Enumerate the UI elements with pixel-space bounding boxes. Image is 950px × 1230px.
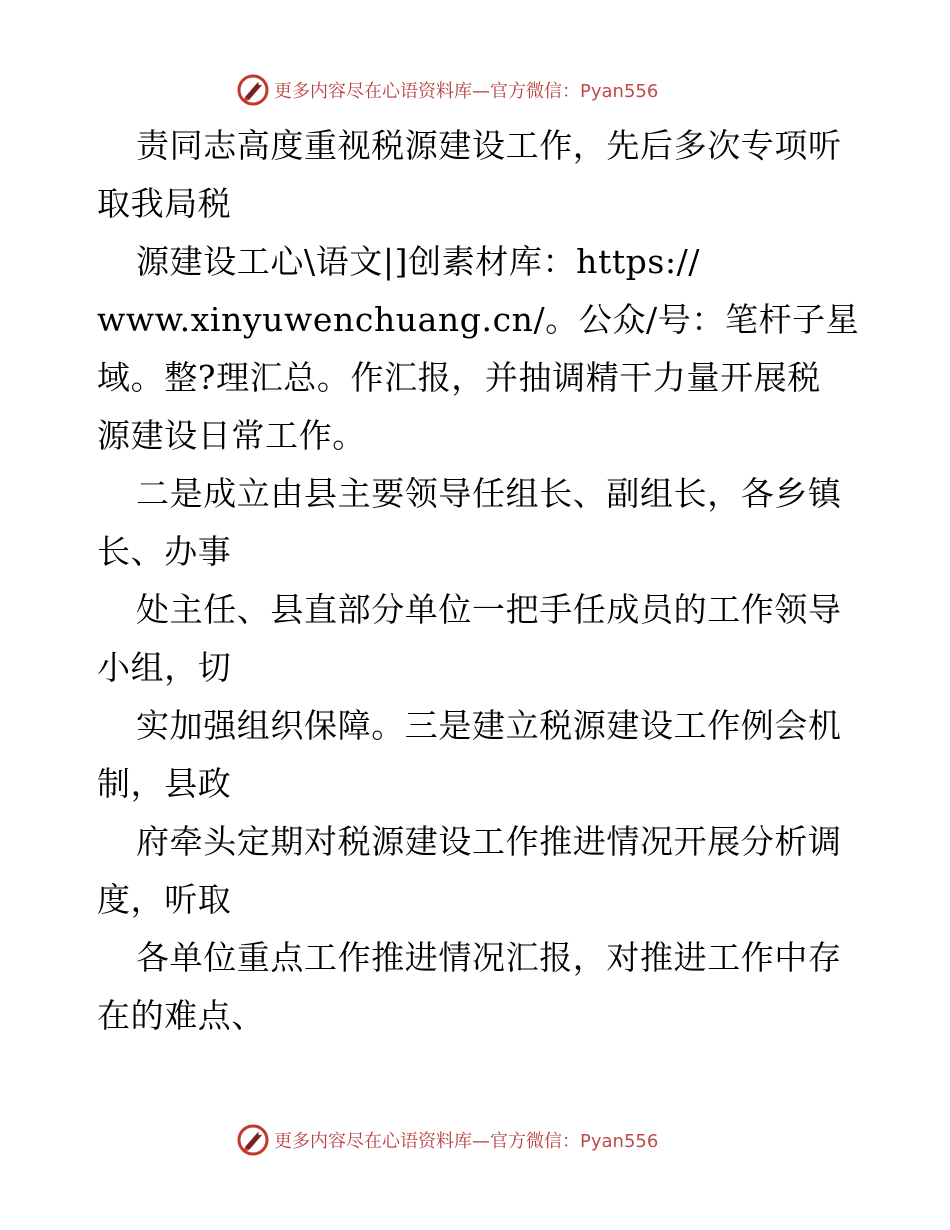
text-line-6: 源建设日常工作。 [97, 416, 366, 455]
text-line-11: 实加强组织保障。三是建立税源建设工作例会机 [136, 706, 842, 745]
text-line-7: 二是成立由县主要领导任组长、副组长，各乡镇 [136, 474, 842, 513]
footer-wechat-label: 官方微信： [490, 1131, 580, 1152]
footer-wechat-id: Pyan556 [580, 1131, 659, 1152]
footer-text: 更多内容尽在心语资料库 [274, 1131, 472, 1152]
text-line-4: www.xinyuwenchuang.cn/。公众/号：笔杆子星 [97, 300, 860, 339]
pen-logo-icon [236, 73, 270, 107]
header-wechat-label: 官方微信： [490, 81, 580, 102]
text-line-10: 小组，切 [97, 648, 232, 687]
text-line-8: 长、办事 [97, 532, 232, 571]
document-body [97, 117, 860, 1045]
text-line-3: 源建设工心\语文|]创素材库：https:// [136, 242, 701, 281]
header-wechat-id: Pyan556 [580, 81, 659, 102]
text-line-12: 制，县政 [97, 764, 232, 803]
text-line-2: 取我局税 [97, 184, 232, 223]
pen-logo-icon [236, 1123, 270, 1157]
header-banner-text [274, 77, 658, 103]
footer-dash: — [472, 1131, 490, 1152]
footer-banner [236, 1123, 658, 1157]
text-line-1: 责同志高度重视税源建设工作，先后多次专项听 [136, 126, 842, 165]
text-line-13: 府牵头定期对税源建设工作推进情况开展分析调 [136, 822, 842, 861]
footer-banner-text [274, 1127, 658, 1153]
text-line-5: 域。整?理汇总。作汇报，并抽调精干力量开展税 [97, 358, 821, 397]
header-text: 更多内容尽在心语资料库 [274, 81, 472, 102]
header-dash: — [472, 81, 490, 102]
text-line-16: 在的难点、 [97, 996, 265, 1035]
text-line-9: 处主任、县直部分单位一把手任成员的工作领导 [136, 590, 842, 629]
text-line-14: 度，听取 [97, 880, 232, 919]
header-banner [236, 73, 658, 107]
text-line-15: 各单位重点工作推进情况汇报，对推进工作中存 [136, 938, 842, 977]
